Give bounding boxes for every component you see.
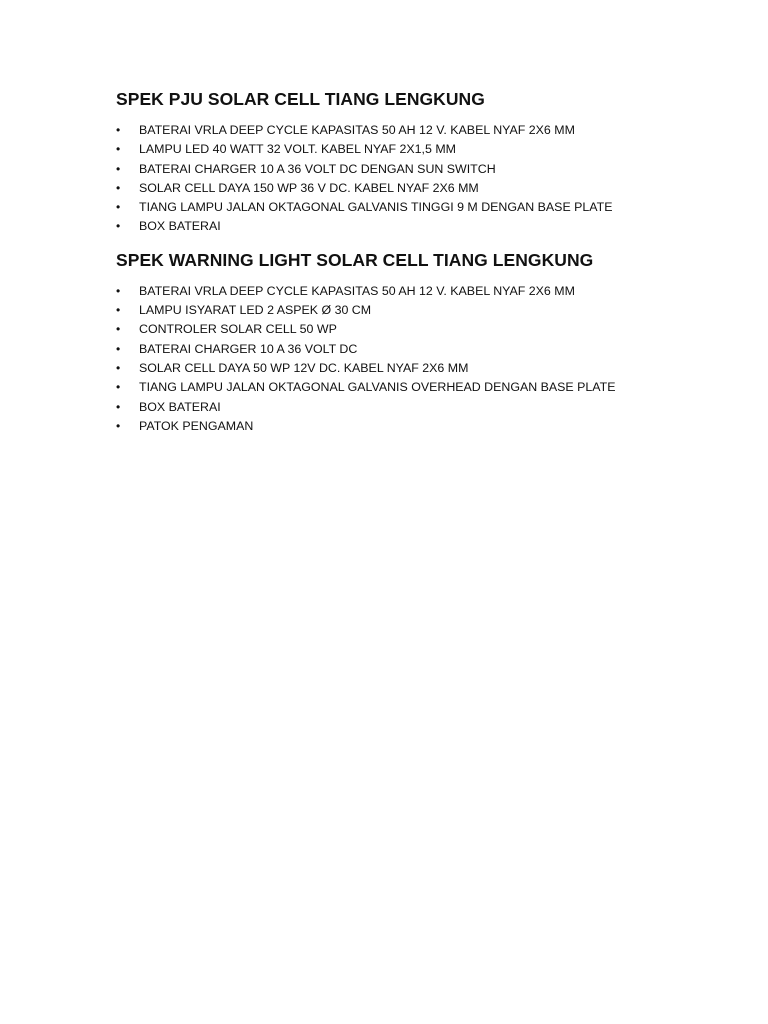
- list-item-text: SOLAR CELL DAYA 50 WP 12V DC. KABEL NYAF 2X6 MM: [139, 360, 469, 375]
- section-heading: SPEK PJU SOLAR CELL TIANG LENGKUNG: [116, 89, 485, 109]
- list-item-text: PATOK PENGAMAN: [139, 418, 254, 433]
- spec-list: [116, 282, 716, 436]
- bullet-icon: •: [116, 283, 121, 298]
- bullet-icon: •: [116, 303, 121, 318]
- list-item: [116, 140, 716, 159]
- bullet-icon: •: [116, 219, 121, 234]
- list-item-text: BOX BATERAI: [139, 399, 221, 414]
- list-item: [116, 198, 716, 217]
- list-item-text: BATERAI CHARGER 10 A 36 VOLT DC: [139, 341, 358, 356]
- bullet-icon: •: [116, 399, 121, 414]
- bullet-icon: •: [116, 418, 121, 433]
- list-item-text: SOLAR CELL DAYA 150 WP 36 V DC. KABEL NYAF 2X6 MM: [139, 180, 479, 195]
- list-item-text: TIANG LAMPU JALAN OKTAGONAL GALVANIS TINGGI 9 M DENGAN BASE PLATE: [139, 200, 613, 215]
- section-heading: SPEK WARNING LIGHT SOLAR CELL TIANG LENGKUNG: [116, 249, 594, 270]
- list-item: [116, 179, 716, 198]
- document-content: [116, 86, 716, 436]
- section-warning-light: [116, 247, 716, 436]
- bullet-icon: •: [116, 123, 121, 137]
- list-item-text: BOX BATERAI: [139, 219, 221, 234]
- bullet-icon: •: [116, 360, 121, 375]
- list-item: [116, 320, 716, 339]
- list-item: [116, 121, 716, 140]
- bullet-icon: •: [116, 380, 121, 395]
- list-item: [116, 340, 716, 359]
- list-item: [116, 301, 716, 320]
- list-item: [116, 359, 716, 378]
- list-item-text: CONTROLER SOLAR CELL 50 WP: [139, 322, 337, 337]
- section-pju-solar-cell: [116, 86, 716, 237]
- list-item: [116, 417, 716, 436]
- bullet-icon: •: [116, 200, 121, 215]
- list-item-text: BATERAI CHARGER 10 A 36 VOLT DC DENGAN SUN SWITCH: [139, 161, 496, 176]
- bullet-icon: •: [116, 142, 121, 157]
- list-item: [116, 282, 716, 301]
- bullet-icon: •: [116, 322, 121, 337]
- spec-list: [116, 121, 716, 237]
- list-item: [116, 160, 716, 179]
- list-item: [116, 217, 716, 236]
- list-item-text: BATERAI VRLA DEEP CYCLE KAPASITAS 50 AH 12 V. KABEL NYAF 2X6 MM: [139, 123, 575, 137]
- bullet-icon: •: [116, 341, 121, 356]
- list-item-text: BATERAI VRLA DEEP CYCLE KAPASITAS 50 AH 12 V. KABEL NYAF 2X6 MM: [139, 283, 575, 298]
- list-item-text: TIANG LAMPU JALAN OKTAGONAL GALVANIS OVERHEAD DENGAN BASE PLATE: [139, 380, 616, 395]
- list-item: [116, 398, 716, 417]
- bullet-icon: •: [116, 180, 121, 195]
- list-item-text: LAMPU LED 40 WATT 32 VOLT. KABEL NYAF 2X1,5 MM: [139, 142, 456, 157]
- list-item-text: LAMPU ISYARAT LED 2 ASPEK Ø 30 CM: [139, 303, 372, 318]
- list-item: [116, 378, 716, 397]
- bullet-icon: •: [116, 161, 121, 176]
